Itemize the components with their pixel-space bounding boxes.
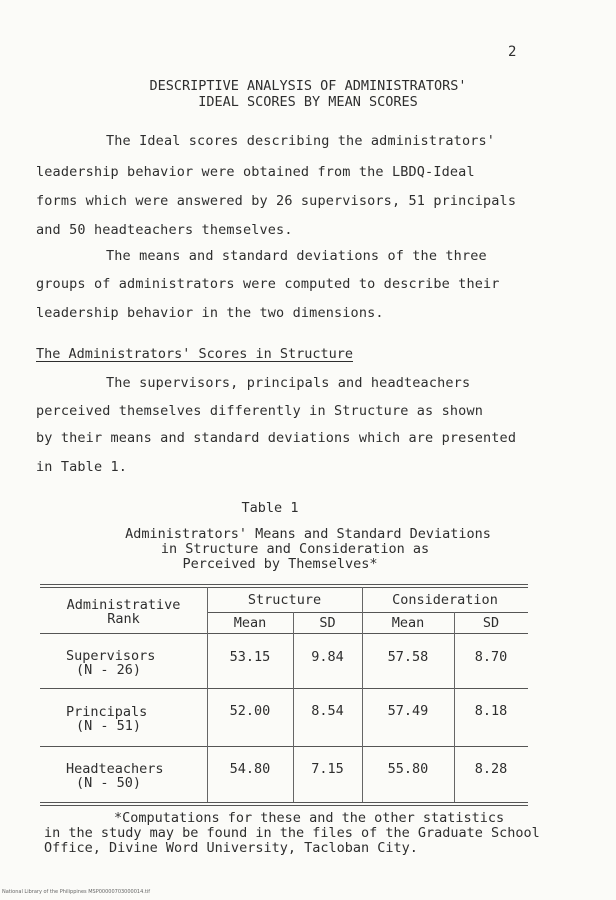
table-rule-bottom [40,805,528,806]
table-cell: 8.18 [474,703,508,719]
header-rank: Rank [107,611,140,627]
archive-stamp: National Library of the Philippines MSP00000703000014.tif [2,889,150,895]
table-rule-top [40,587,528,588]
paragraph-1-line: forms which were answered by 26 supervisors, 51 principals [36,193,517,209]
footnote-line: in the study may be found in the files of the Graduate School [44,825,540,841]
table-row-label: Headteachers [66,761,164,777]
title-line-2: IDEAL SCORES BY MEAN SCORES [198,94,418,110]
paragraph-2-line: groups of administrators were computed to describe their [36,276,500,292]
table-cell: 7.15 [311,761,344,777]
footnote-line: *Computations for these and the other statistics [114,810,505,826]
paragraph-3-line: by their means and standard deviations which are presented [36,430,517,446]
header-structure-mean: Mean [233,615,267,631]
paragraph-2-line: The means and standard deviations of the three [106,248,487,264]
table-cell: 57.58 [387,649,429,665]
page-number: 2 [508,44,517,60]
table-cell: 54.80 [229,761,271,777]
table-row-n: (N - 51) [76,718,142,734]
table-cell: 57.49 [387,703,429,719]
header-structure: Structure [247,592,322,608]
table-caption-line: in Structure and Consideration as [160,541,430,557]
paragraph-1-line: leadership behavior were obtained from the LBDQ-Ideal [36,164,475,180]
table-cell: 52.00 [229,703,271,719]
paragraph-2-line: leadership behavior in the two dimensions. [36,305,384,321]
title-line-1: DESCRIPTIVE ANALYSIS OF ADMINISTRATORS' [149,78,467,94]
header-structure-sd: SD [319,615,336,631]
section-heading: The Administrators' Scores in Structure [36,346,353,362]
header-consideration-sd: SD [482,615,500,631]
table-cell: 9.84 [311,649,344,665]
table-cell: 55.80 [387,761,429,777]
table-rule-top [40,584,528,585]
header-rank: Administrative [66,597,181,613]
table-cell: 53.15 [229,649,271,665]
paragraph-3-line: in Table 1. [36,459,128,475]
paragraph-1-line: and 50 headteachers themselves. [36,222,293,238]
footnote-line: Office, Divine Word University, Tacloban City. [44,840,418,856]
table-rule-subheader [207,612,528,613]
paragraph-1-line: The Ideal scores describing the administrators' [106,133,496,149]
table-cell: 8.54 [311,703,344,719]
paragraph-3-line: The supervisors, principals and headteachers [106,375,471,391]
header-consideration: Consideration [392,592,498,608]
table-caption-line: Perceived by Themselves* [182,556,378,572]
table-cell: 8.28 [474,761,508,777]
table-row-label: Principals [66,704,148,720]
table-row-label: Supervisors [66,648,156,664]
paragraph-3-line: perceived themselves differently in Structure as shown [36,403,483,419]
header-consideration-mean: Mean [391,615,425,631]
table-label: Table 1 [241,500,299,516]
table-row-n: (N - 50) [76,775,142,791]
table-caption-line: Administrators' Means and Standard Deviations [125,526,491,542]
table-cell: 8.70 [474,649,508,665]
table-rule-bottom [40,802,528,803]
table-row-n: (N - 26) [76,662,142,678]
